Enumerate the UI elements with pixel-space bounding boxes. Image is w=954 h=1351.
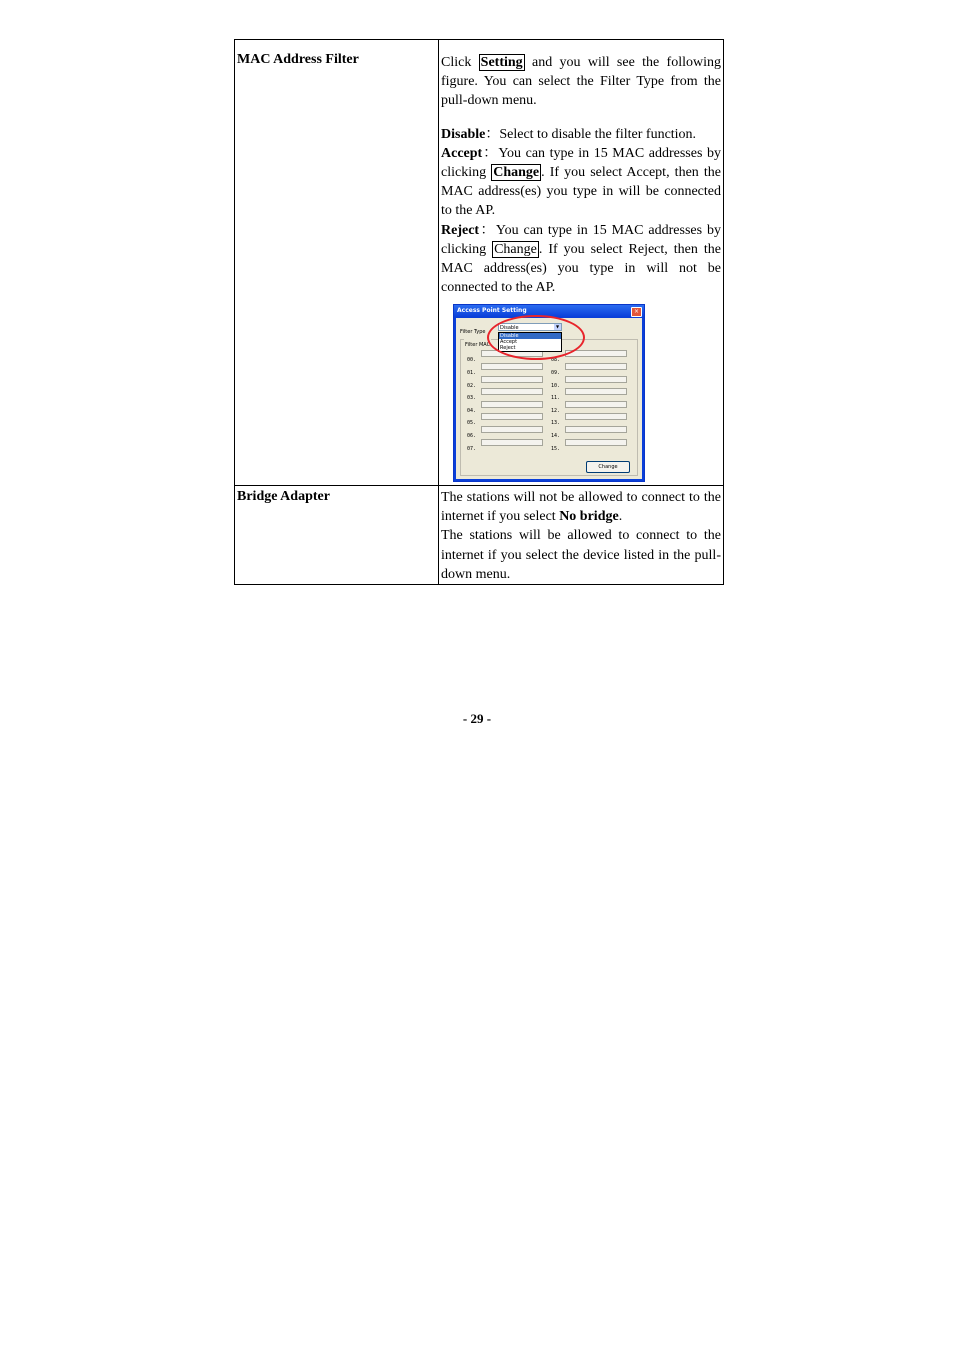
row-description — [439, 40, 724, 486]
mac-address-input[interactable] — [565, 413, 627, 420]
text: . — [618, 509, 623, 525]
option-accept[interactable]: Accept — [500, 339, 518, 346]
no-bridge-term: No bridge — [559, 509, 619, 525]
slot-number: 01. — [467, 370, 477, 377]
slot-number: 12. — [551, 407, 561, 414]
filter-mac-group — [460, 339, 638, 476]
dialog-title: Access Point Setting — [454, 305, 644, 317]
change-term: Change — [493, 165, 540, 181]
table-row — [235, 40, 724, 486]
device-paragraph: The stations will be allowed to connect to the internet if you select the device listed in the pull-down menu. — [441, 528, 721, 582]
slot-number: 15. — [551, 445, 561, 452]
option-reject[interactable]: Reject — [500, 345, 516, 352]
disable-paragraph — [441, 125, 721, 144]
text: ：Select to disable the filter function. — [485, 126, 697, 142]
mac-address-input[interactable] — [565, 376, 627, 383]
slot-number: 14. — [551, 433, 561, 440]
mac-address-input[interactable] — [565, 401, 627, 408]
table-row — [235, 486, 724, 585]
content-table — [234, 39, 724, 585]
text: . If you select Reject, then the MAC address(es) you type in will not be connected to the AP. — [441, 241, 721, 296]
mac-address-input[interactable] — [565, 439, 627, 446]
slot-number: 09. — [551, 370, 561, 377]
intro-paragraph — [441, 53, 721, 111]
no-bridge-paragraph — [441, 488, 721, 526]
slot-number: 10. — [551, 382, 561, 389]
slot-number: 04. — [467, 407, 477, 414]
text: Click — [441, 55, 479, 70]
mac-address-input[interactable] — [481, 439, 543, 446]
selected-value: Disable — [500, 325, 519, 332]
row-label: MAC Address Filter — [235, 40, 439, 486]
reject-term: Reject — [441, 222, 480, 238]
close-icon[interactable]: × — [631, 307, 642, 317]
mac-address-input[interactable] — [481, 426, 543, 433]
text: ：You can type in 15 MAC addresses by clicking — [441, 222, 721, 257]
mac-address-input[interactable] — [481, 363, 543, 370]
slot-number: 07. — [467, 445, 477, 452]
change-button[interactable]: Change — [586, 461, 630, 473]
slot-number: 03. — [467, 395, 477, 402]
setting-term: Setting — [480, 55, 523, 70]
mac-address-input[interactable] — [481, 401, 543, 408]
reject-paragraph — [441, 221, 721, 298]
text: and you will see the following figure. You can select the Filter Type from the pull-down menu. — [441, 55, 721, 109]
option-disable[interactable]: Disable — [499, 333, 561, 339]
text: ：You can type in 15 MAC addresses by clicking — [441, 145, 721, 181]
filter-type-label: Filter Type — [460, 329, 486, 336]
accept-term: Accept — [441, 145, 483, 161]
group-label: Filter MAC — [464, 336, 491, 355]
slot-number: 13. — [551, 420, 561, 427]
slot-number: 06. — [467, 433, 477, 440]
text: The stations will not be allowed to connect to the internet if you select — [441, 490, 721, 525]
slot-number: 08. — [551, 357, 561, 364]
row-label: Bridge Adapter — [235, 486, 439, 585]
mac-address-input[interactable] — [565, 426, 627, 433]
disable-term: Disable — [441, 126, 486, 142]
change-term: Change — [494, 241, 537, 257]
access-point-dialog — [453, 304, 645, 482]
page-number: - 29 - — [462, 711, 492, 726]
mac-address-input[interactable] — [481, 388, 543, 395]
slot-number: 05. — [467, 420, 477, 427]
chevron-down-icon[interactable]: ▼ — [555, 324, 560, 330]
text: . If you select Accept, then the MAC address(es) you type in will be connected to the AP. — [441, 165, 721, 219]
slot-number: 02. — [467, 382, 477, 389]
accept-paragraph — [441, 144, 721, 221]
mac-address-input[interactable] — [565, 388, 627, 395]
mac-address-input[interactable] — [565, 363, 627, 370]
mac-address-input[interactable] — [481, 376, 543, 383]
slot-number: 00. — [467, 357, 477, 364]
row-description — [439, 486, 724, 585]
mac-address-input[interactable] — [481, 413, 543, 420]
slot-number: 11. — [551, 395, 561, 402]
